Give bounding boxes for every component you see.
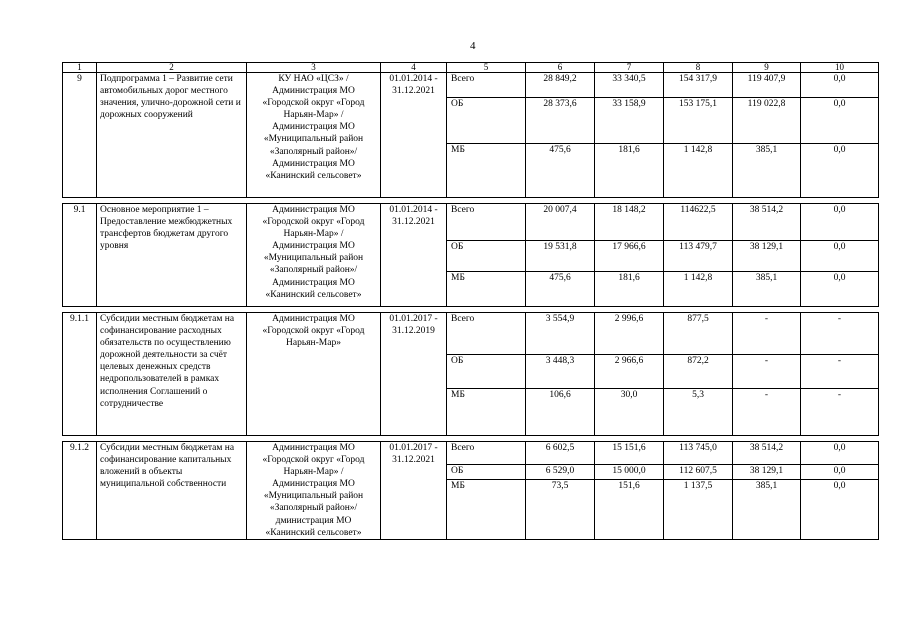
funding-source-cell: Всего	[447, 442, 526, 465]
executor-cell: Администрация МО «Городской округ «Город Нарьян-Мар» / Администрация МО «Муниципальный район «Заполярный район»/ дминистрация МО «Канинский сельсовет»	[247, 442, 381, 540]
header-cell: 6	[526, 63, 595, 73]
row-number-cell: 9.1	[63, 204, 97, 307]
value-cell: 17 966,6	[595, 241, 664, 272]
program-name-cell: Подпрограмма 1 – Развитие сети автомобильных дорог местного значения, улично-дорожной сети и дорожных сооружений	[97, 73, 247, 198]
value-cell: 0,0	[801, 204, 879, 241]
value-cell: 112 607,5	[664, 465, 733, 480]
header-cell: 8	[664, 63, 733, 73]
value-cell: 153 175,1	[664, 98, 733, 144]
value-cell: 20 007,4	[526, 204, 595, 241]
period-cell: 01.01.2017 - 31.12.2021	[381, 442, 447, 540]
value-cell: 1 142,8	[664, 272, 733, 307]
funding-source-cell: МБ	[447, 272, 526, 307]
row-number-cell: 9.1.2	[63, 442, 97, 540]
header-cell: 4	[381, 63, 447, 73]
value-cell: 872,2	[664, 355, 733, 389]
program-name-cell: Субсидии местным бюджетам на софинансирование капитальных вложений в объекты муниципальной собственности	[97, 442, 247, 540]
header-cell: 5	[447, 63, 526, 73]
budget-table	[62, 62, 879, 540]
value-cell: 73,5	[526, 480, 595, 540]
value-cell: 154 317,9	[664, 73, 733, 98]
value-cell: -	[801, 313, 879, 355]
executor-cell: Администрация МО «Городской округ «Город Нарьян-Мар»	[247, 313, 381, 436]
value-cell: 1 142,8	[664, 144, 733, 198]
value-cell: 6 602,5	[526, 442, 595, 465]
value-cell: 30,0	[595, 389, 664, 436]
executor-cell: Администрация МО «Городской округ «Город Нарьян-Мар» / Администрация МО «Муниципальный район «Заполярный район»/ Администрация МО «Канинский сельсовет»	[247, 204, 381, 307]
value-cell: 0,0	[801, 98, 879, 144]
header-cell: 7	[595, 63, 664, 73]
value-cell: 1 137,5	[664, 480, 733, 540]
value-cell: 181,6	[595, 144, 664, 198]
value-cell: 119 407,9	[733, 73, 801, 98]
funding-source-cell: Всего	[447, 313, 526, 355]
value-cell: 0,0	[801, 465, 879, 480]
value-cell: -	[733, 355, 801, 389]
header-row	[63, 63, 879, 73]
program-name-cell: Основное мероприятие 1 – Предоставление межбюджетных трансфертов бюджетам другого уровня	[97, 204, 247, 307]
value-cell: 33 158,9	[595, 98, 664, 144]
value-cell: 15 151,6	[595, 442, 664, 465]
value-cell: 3 448,3	[526, 355, 595, 389]
value-cell: 0,0	[801, 73, 879, 98]
header-cell: 3	[247, 63, 381, 73]
value-cell: 877,5	[664, 313, 733, 355]
header-cell: 9	[733, 63, 801, 73]
funding-source-cell: Всего	[447, 204, 526, 241]
program-name-cell: Субсидии местным бюджетам на софинансирование расходных обязательств по осуществлению дорожной деятельности за счёт целевых денежных средств недропользователей в рамках исполнения Соглашений о сотрудничестве	[97, 313, 247, 436]
page-number: 4	[470, 40, 476, 52]
row-number-cell: 9.1.1	[63, 313, 97, 436]
table-row	[63, 313, 879, 355]
value-cell: -	[801, 355, 879, 389]
header-cell: 2	[97, 63, 247, 73]
period-cell: 01.01.2014 - 31.12.2021	[381, 204, 447, 307]
value-cell: 151,6	[595, 480, 664, 540]
period-cell: 01.01.2017 - 31.12.2019	[381, 313, 447, 436]
value-cell: 2 966,6	[595, 355, 664, 389]
value-cell: 385,1	[733, 272, 801, 307]
period-cell: 01.01.2014 - 31.12.2021	[381, 73, 447, 198]
row-number-cell: 9	[63, 73, 97, 198]
value-cell: 114622,5	[664, 204, 733, 241]
value-cell: 113 745,0	[664, 442, 733, 465]
value-cell: 28 849,2	[526, 73, 595, 98]
value-cell: 475,6	[526, 272, 595, 307]
value-cell: -	[801, 389, 879, 436]
funding-source-cell: ОБ	[447, 355, 526, 389]
value-cell: 5,3	[664, 389, 733, 436]
value-cell: 38 129,1	[733, 465, 801, 480]
value-cell: 38 514,2	[733, 442, 801, 465]
table-row	[63, 204, 879, 241]
header-cell: 10	[801, 63, 879, 73]
value-cell: 19 531,8	[526, 241, 595, 272]
value-cell: 0,0	[801, 144, 879, 198]
value-cell: 119 022,8	[733, 98, 801, 144]
funding-source-cell: ОБ	[447, 241, 526, 272]
value-cell: 38 514,2	[733, 204, 801, 241]
value-cell: 6 529,0	[526, 465, 595, 480]
header-cell: 1	[63, 63, 97, 73]
value-cell: 385,1	[733, 144, 801, 198]
value-cell: -	[733, 313, 801, 355]
value-cell: 3 554,9	[526, 313, 595, 355]
table-row	[63, 73, 879, 98]
funding-source-cell: МБ	[447, 480, 526, 540]
value-cell: 15 000,0	[595, 465, 664, 480]
value-cell: 38 129,1	[733, 241, 801, 272]
funding-source-cell: Всего	[447, 73, 526, 98]
value-cell: 33 340,5	[595, 73, 664, 98]
value-cell: 0,0	[801, 241, 879, 272]
value-cell: 0,0	[801, 272, 879, 307]
value-cell: 28 373,6	[526, 98, 595, 144]
value-cell: 0,0	[801, 480, 879, 540]
funding-source-cell: ОБ	[447, 98, 526, 144]
funding-source-cell: ОБ	[447, 465, 526, 480]
value-cell: 0,0	[801, 442, 879, 465]
value-cell: 2 996,6	[595, 313, 664, 355]
table-row	[63, 442, 879, 465]
value-cell: 113 479,7	[664, 241, 733, 272]
value-cell: 106,6	[526, 389, 595, 436]
executor-cell: КУ НАО «ЦСЗ» /Администрация МО «Городской округ «Город Нарьян-Мар» / Администрация МО «Муниципальный район «Заполярный район»/ Администрация МО «Канинский сельсовет»	[247, 73, 381, 198]
value-cell: 475,6	[526, 144, 595, 198]
value-cell: 18 148,2	[595, 204, 664, 241]
funding-source-cell: МБ	[447, 389, 526, 436]
value-cell: -	[733, 389, 801, 436]
value-cell: 181,6	[595, 272, 664, 307]
value-cell: 385,1	[733, 480, 801, 540]
funding-source-cell: МБ	[447, 144, 526, 198]
